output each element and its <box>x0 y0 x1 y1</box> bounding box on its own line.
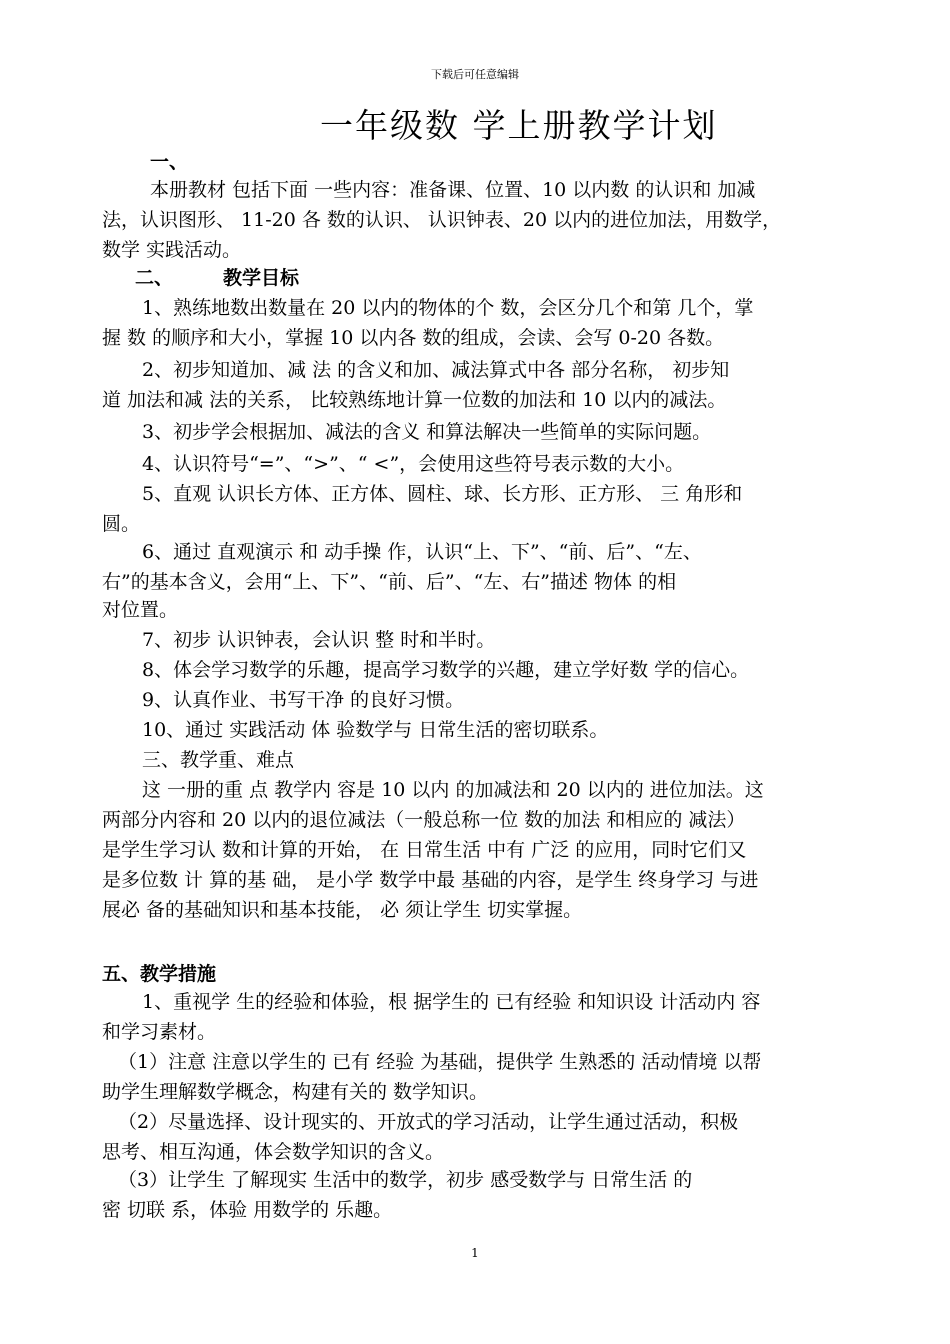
page-number: 1 <box>471 1246 479 1260</box>
section-3-heading: 三、教学重、难点 <box>142 749 295 771</box>
goal-line: 3、初步学会根据加、减法的含义 和算法解决一些简单的实际问题。 <box>142 421 712 443</box>
goal-line: 8、体会学习数学的乐趣，提高学习数学的兴趣，建立学好数 学的信心。 <box>142 659 750 681</box>
goal-line: 7、初步 认识钟表，会认识 整 时和半时。 <box>142 629 496 651</box>
measure-line: 思考、相互沟通，体会数学知识的含义。 <box>102 1141 445 1163</box>
goal-line: 4、认识符号“=”、“>”、“ <”，会使用这些符号表示数的大小。 <box>142 453 685 475</box>
paragraph-line: 法，认识图形、 11-20 各 数的认识、 认识钟表、20 以内的进位加法，用数学， <box>102 209 782 231</box>
section-2-heading <box>135 266 895 290</box>
paragraph-line: 展必 备的基础知识和基本技能， 必 须让学生 切实掌握。 <box>102 899 583 921</box>
measure-line: 密 切联 系，体验 用数学的 乐趣。 <box>102 1199 393 1221</box>
goal-line: 1、熟练地数出数量在 20 以内的物体的个 数，会区分几个和第 几个，掌 <box>142 297 754 319</box>
measure-line: 1、重视学 生的经验和体验，根 据学生的 已有经验 和知识设 计活动内 容 <box>142 991 761 1013</box>
paragraph-line: 这 一册的重 点 教学内 容是 10 以内 的加减法和 20 以内的 进位加法。这 <box>142 779 764 801</box>
goal-line: 9、认真作业、书写干净 的良好习惯。 <box>142 689 465 711</box>
goal-line: 6、通过 直观演示 和 动手操 作，认识“上、下”、“前、后”、“左、 <box>142 541 702 563</box>
measure-line: （1）注意 注意以学生的 已有 经验 为基础，提供学 生熟悉的 活动情境 以帮 <box>118 1051 762 1073</box>
goal-line: 对位置。 <box>102 599 179 621</box>
measure-line: （3）让学生 了解现实 生活中的数学，初步 感受数学与 日常生活 的 <box>118 1169 693 1191</box>
section-2-number: 二、 <box>135 267 174 289</box>
goal-line: 2、初步知道加、减 法 的含义和加、减法算式中各 部分名称， 初步知 <box>142 359 730 381</box>
paragraph-line: 两部分内容和 20 以内的退位减法（一般总称一位 数的加法 和相应的 减法） <box>102 809 746 831</box>
goal-line: 10、通过 实践活动 体 验数学与 日常生活的密切联系。 <box>142 719 609 741</box>
paragraph-line: 是多位数 计 算的基 础， 是小学 数学中最 基础的内容，是学生 终身学习 与进 <box>102 869 759 891</box>
measure-line: （2）尽量选择、设计现实的、开放式的学习活动，让学生通过活动，积极 <box>118 1111 739 1133</box>
document-title: 一年级数 学上册教学计划 <box>320 106 718 145</box>
section-5-heading: 五、教学措施 <box>102 963 217 985</box>
goal-line: 道 加法和减 法的关系， 比较熟练地计算一位数的加法和 10 以内的减法。 <box>102 389 727 411</box>
paragraph-line: 本册教材 包括下面 一些内容：准备课、位置、10 以内数 的认识和 加减 <box>150 179 756 201</box>
goal-line: 5、直观 认识长方体、正方体、圆柱、球、长方形、正方形、 三 角形和 <box>142 483 743 505</box>
goal-line: 握 数 的顺序和大小，掌握 10 以内各 数的组成，会读、会写 0-20 各数。 <box>102 327 725 349</box>
section-1-heading: 一、 <box>150 151 189 173</box>
goal-line: 右”的基本含义，会用“上、下”、“前、后”、“左、右”描述 物体 的相 <box>102 571 677 593</box>
section-2-title: 教学目标 <box>223 267 300 289</box>
paragraph-line: 是学生学习认 数和计算的开始， 在 日常生活 中有 广泛 的应用，同时它们又 <box>102 839 747 861</box>
goal-line: 圆。 <box>102 513 141 535</box>
measure-line: 和学习素材。 <box>102 1021 217 1043</box>
measure-line: 助学生理解数学概念，构建有关的 数学知识。 <box>102 1081 489 1103</box>
header-note: 下载后可任意编辑 <box>431 68 519 81</box>
paragraph-line: 数学 实践活动。 <box>102 239 242 261</box>
